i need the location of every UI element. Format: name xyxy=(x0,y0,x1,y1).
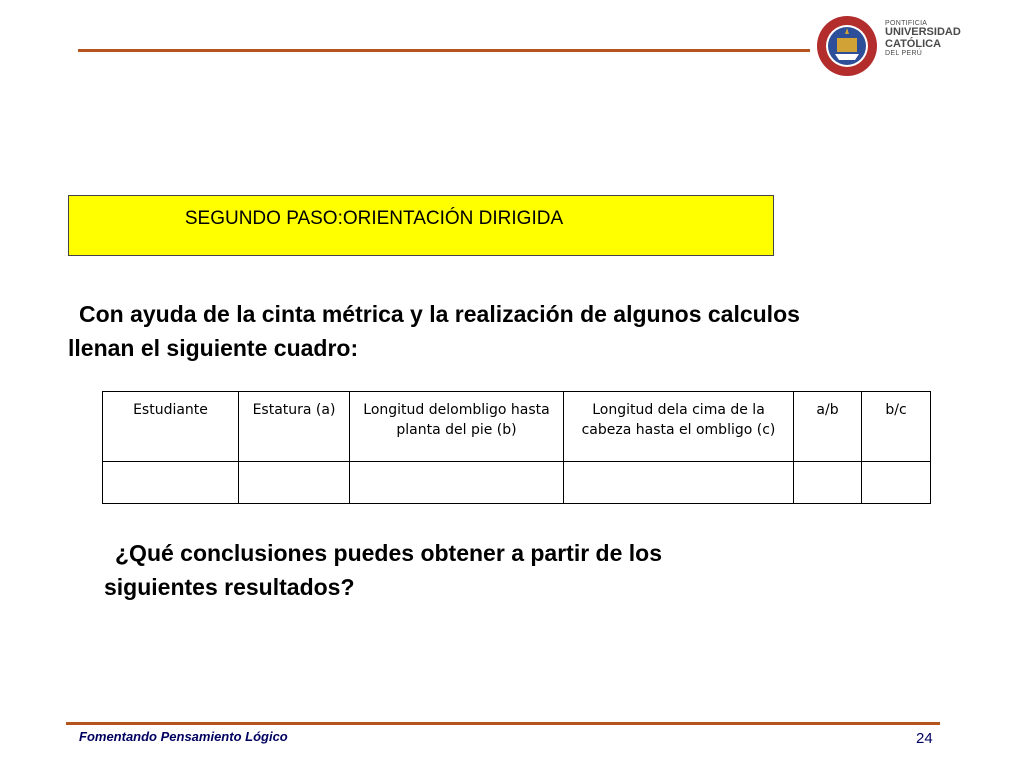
column-header-a-over-b: a/b xyxy=(794,392,862,462)
question-line-2: siguientes resultados? xyxy=(104,574,355,600)
university-seal-icon xyxy=(815,14,879,78)
column-header-longitud-b: Longitud delombligo hasta planta del pie (b) xyxy=(350,392,564,462)
logo-line-1: PONTIFICIA xyxy=(885,20,928,27)
intro-line-2: llenan el siguiente cuadro: xyxy=(68,335,359,361)
university-wordmark xyxy=(885,20,961,58)
top-divider xyxy=(78,49,810,52)
intro-paragraph xyxy=(68,297,988,365)
table-cell[interactable] xyxy=(794,462,862,504)
column-header-b-over-c: b/c xyxy=(862,392,931,462)
table-cell[interactable] xyxy=(103,462,239,504)
bottom-divider xyxy=(66,722,940,725)
page-number: 24 xyxy=(916,730,933,747)
footer-title: Fomentando Pensamiento Lógico xyxy=(79,729,288,744)
table-header-row xyxy=(103,392,931,462)
intro-line-1: Con ayuda de la cinta métrica y la realización de algunos calculos xyxy=(79,301,800,327)
logo-line-2: UNIVERSIDAD xyxy=(885,26,961,39)
column-header-estatura: Estatura (a) xyxy=(239,392,350,462)
table-cell[interactable] xyxy=(350,462,564,504)
logo-line-4: DEL PERÚ xyxy=(885,50,923,58)
table-cell[interactable] xyxy=(862,462,931,504)
column-header-estudiante: Estudiante xyxy=(103,392,239,462)
table-cell[interactable] xyxy=(564,462,794,504)
table-row xyxy=(103,462,931,504)
column-header-longitud-c: Longitud dela cima de la cabeza hasta el ombligo (c) xyxy=(564,392,794,462)
logo-line-3: CATÓLICA xyxy=(885,37,942,50)
step-title: SEGUNDO PASO:ORIENTACIÓN DIRIGIDA xyxy=(184,208,564,229)
university-logo xyxy=(815,14,975,78)
measurement-table xyxy=(102,391,931,504)
question-line-1: ¿Qué conclusiones puedes obtener a partir de los xyxy=(115,540,663,566)
question-paragraph xyxy=(104,536,864,604)
step-heading-box xyxy=(68,195,774,256)
table-cell[interactable] xyxy=(239,462,350,504)
